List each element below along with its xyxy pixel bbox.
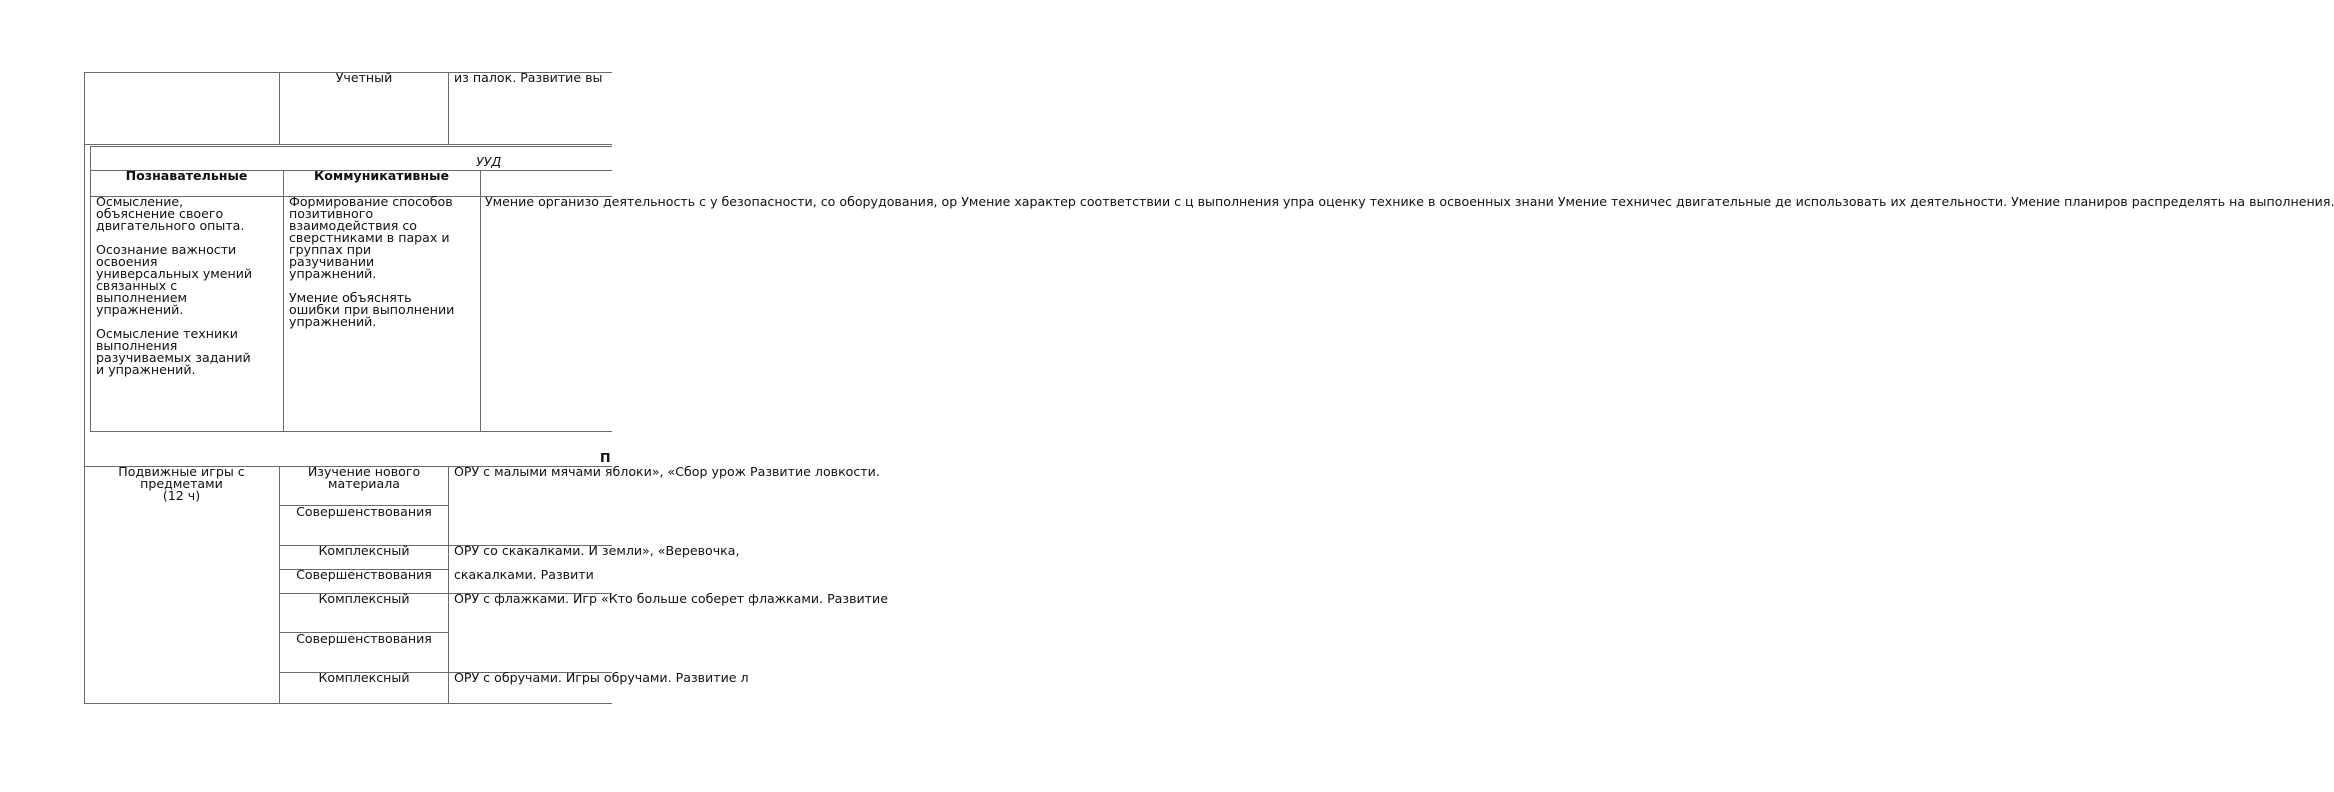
lesson-content-cell: скакалками. Развити	[454, 567, 594, 582]
lesson-content-cell: ОРУ с малыми мячами яблоки», «Сбор урож Развитие ловкости.	[454, 464, 880, 479]
uud-col-divider-2	[480, 170, 481, 432]
uud-col1-paragraph-1: Осмысление, объяснение своего двигательного опыта.	[96, 194, 245, 233]
lesson-type-cell: Комплексный	[318, 543, 410, 558]
uud-table-bottom	[90, 431, 612, 432]
lesson-type-cell: Комплексный	[318, 591, 410, 606]
uud-col3-text: Умение организо деятельность с у безопасности, со оборудования, ор Умение характер соответствии с ц выполнения упра оценку технике в освоенных знани Умение техничес двигательные де использовать их деятельности. Умение планиров распределять на выполнения.	[485, 194, 2334, 209]
uud-table-top	[90, 146, 612, 147]
uud-col2-paragraph-2: Умение объяснять ошибки при выполнении упражнений.	[289, 290, 455, 329]
uud-title: УУД	[476, 154, 502, 169]
top-row-type-cell: Учетный	[335, 70, 393, 85]
top-row-content-cell: из палок. Развитие вы	[454, 70, 603, 85]
uud-col2-header: Коммуникативные	[313, 168, 450, 183]
lesson-type-cell: Совершенствования	[296, 567, 432, 582]
lesson-content-cell: ОРУ со скакалками. И земли», «Веревочка,	[454, 543, 740, 558]
uud-col1-paragraph-2: Осознание важности освоения универсальных умений связанных с выполнением упражнений.	[96, 242, 253, 317]
lesson-type-cell: Совершенствования	[296, 504, 432, 519]
top-row-bottom-border	[84, 144, 612, 145]
uud-col-divider-1	[283, 170, 284, 432]
lesson-type-cell: Совершенствования	[296, 631, 432, 646]
lesson-content-cell: ОРУ с флажками. Игр «Кто больше соберет флажками. Развитие	[454, 591, 888, 606]
top-row-divider-2	[448, 72, 449, 145]
uud-col1-header: Познавательные	[125, 168, 248, 183]
table-bottom-border	[84, 703, 612, 704]
uud-table-left	[90, 146, 91, 432]
lesson-content-cell: ОРУ с обручами. Игры обручами. Развитие л	[454, 670, 749, 685]
games-section-label: Подвижные игры с предметами (12 ч)	[118, 464, 245, 503]
uud-col2-paragraph-1: Формирование способов позитивного взаимодействия со сверстниками в парах и группах при разучивании упражнений.	[289, 194, 453, 281]
lesson-type-cell: Комплексный	[318, 670, 410, 685]
games-divider-1	[279, 466, 280, 704]
section-marker: П	[600, 450, 611, 465]
table-left-border	[84, 72, 85, 704]
uud-col1-paragraph-3: Осмысление техники выполнения разучиваемых заданий и упражнений.	[96, 326, 251, 377]
games-divider-2	[448, 466, 449, 704]
lesson-type-cell: Изучение нового материала	[307, 464, 421, 491]
